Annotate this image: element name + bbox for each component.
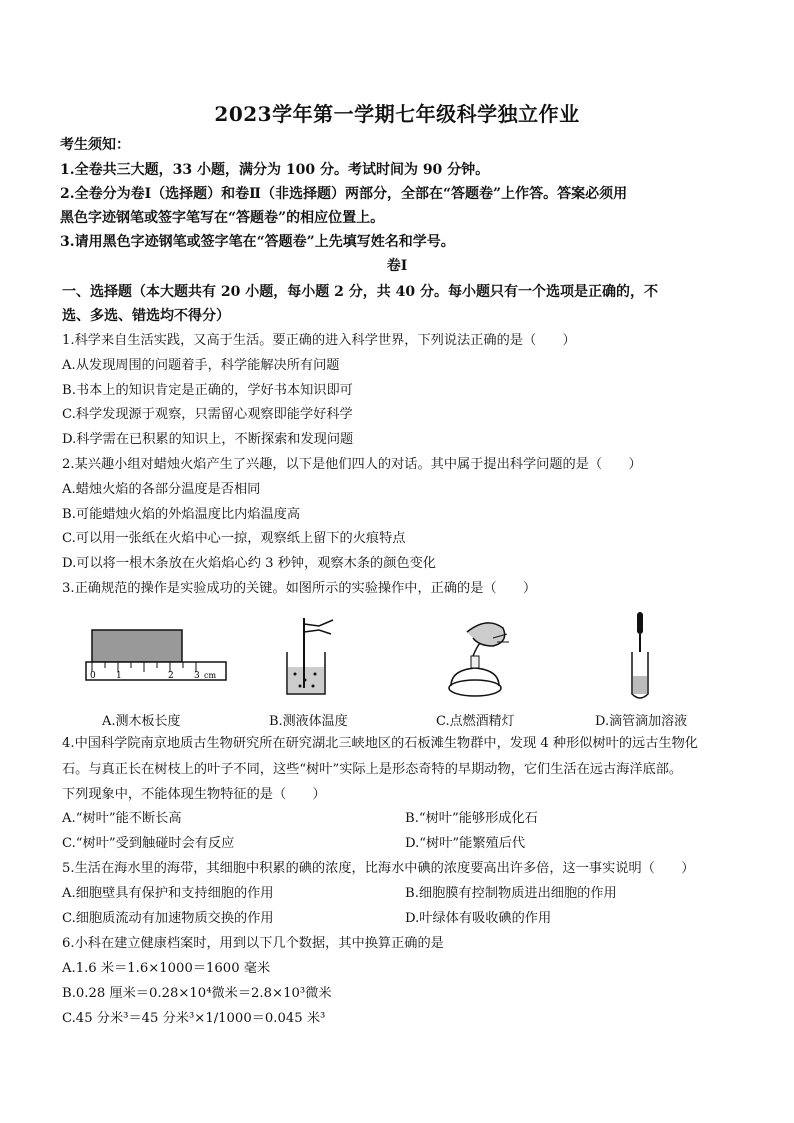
q6-stem: 6.小科在建立健康档案时，用到以下几个数据，其中换算正确的是 [62,936,444,951]
q5-option-c: C.细胞质流动有加速物质交换的作用 [62,911,274,926]
volume-heading: 卷Ⅰ [386,258,408,274]
notice-heading: 考生须知： [60,137,130,153]
section-heading: 一、选择题（本大题共有 20 小题，每小题 2 分，共 40 分。每小题只有一个选项是正确的，不 [62,284,658,300]
notice-item-3: 3.请用黑色字迹钢笔或签字笔在“答题卷”上先填写姓名和学号。 [60,234,455,250]
q5-option-a: A.细胞壁具有保护和支持细胞的作用 [62,886,274,901]
section-heading-cont: 选、多选、错选均不得分） [62,308,230,324]
q6-option-c: C.45 分米³＝45 分米³×1/1000＝0.045 米³ [62,1011,326,1026]
q2-stem: 2.某兴趣小组对蜡烛火焰产生了兴趣，以下是他们四人的对话。其中属于提出科学问题的是（ ） [62,457,642,472]
q3-caption-d: D.滴管滴加溶液 [595,714,688,729]
q3-caption-b: B.测液体温度 [269,714,348,729]
q4-option-row-1 [62,810,738,828]
q4-option-c: C.“树叶”受到触碰时会有反应 [62,836,235,851]
q4-stem-line1: 4.中国科学院南京地质古生物研究所在研究湖北三峡地区的石板滩生物群中，发现 4 种形似树叶的远古生物化 [62,736,698,751]
ruler-unit: cm [204,671,217,680]
q6-option-a: A.1.6 米＝1.6×1000＝1600 毫米 [62,961,271,976]
q3-figures [62,612,742,732]
q1-option-d: D.科学需在已积累的知识上，不断探索和发现问题 [62,432,354,447]
q5-option-b: B.细胞膜有控制物质进出细胞的作用 [405,886,617,901]
q6-option-b: B.0.28 厘米＝0.28×10⁴微米＝2.8×10³微米 [62,986,332,1001]
q2-option-a: A.蜡烛火焰的各部分温度是否相同 [62,482,261,497]
q5-option-row-2 [62,910,738,928]
ruler-figure [82,612,232,696]
ruler-tick-0: 0 [90,671,96,681]
q3-caption-c: C.点燃酒精灯 [436,714,515,729]
q5-option-d: D.叶绿体有吸收碘的作用 [405,911,552,926]
beaker-thermometer-figure [267,612,357,706]
q3-stem: 3.正确规范的操作是实验成功的关键。如图所示的实验操作中，正确的是（ ） [62,581,537,596]
q1-stem: 1.科学来自生活实践，又高于生活。要正确的进入科学世界，下列说法正确的是（ ） [62,333,576,348]
q4-option-b: B.“树叶”能够形成化石 [405,811,538,826]
q4-stem-line3: 下列现象中，不能体现生物特征的是（ ） [62,787,326,802]
q1-option-c: C.科学发现源于观察，只需留心观察即能学好科学 [62,407,353,422]
q3-caption-a: A.测木板长度 [102,714,181,729]
ruler-tick-3: 3 [194,671,200,681]
q1-option-a: A.从发现周围的问题着手，科学能解决所有问题 [62,358,340,373]
ruler-tick-1: 1 [116,671,122,681]
q4-option-d: D.“树叶”能繁殖后代 [405,836,526,851]
notice-item-1: 1.全卷共三大题，33 小题，满分为 100 分。考试时间为 90 分钟。 [60,162,490,178]
ruler-tick-2: 2 [168,671,174,681]
q1-option-b: B.书本上的知识肯定是正确的，学好书本知识即可 [62,383,353,398]
q4-stem-line2: 石。与真正长在树枝上的叶子不同，这些“树叶”实际上是形态奇特的早期动物，它们生活在远古海洋底部。 [62,762,683,777]
alcohol-lamp-figure [437,612,527,706]
q2-option-c: C.可以用一张纸在火焰中心一掠，观察纸上留下的火痕特点 [62,531,406,546]
exam-title: 2023学年第一学期七年级科学独立作业 [214,102,580,126]
q4-option-row-2 [62,835,738,853]
q5-option-row-1 [62,885,738,903]
q2-option-b: B.可能蜡烛火焰的外焰温度比内焰温度高 [62,507,301,522]
dropper-figure [622,612,662,706]
q5-stem: 5.生活在海水里的海带，其细胞中积累的碘的浓度，比海水中碘的浓度要高出许多倍，这一事实说明（ ） [62,861,695,876]
q2-option-d: D.可以将一根木条放在火焰焰心约 3 秒钟，观察木条的颜色变化 [62,556,436,571]
notice-item-2: 2.全卷分为卷Ⅰ（选择题）和卷Ⅱ（非选择题）两部分，全部在“答题卷”上作答。答案必须用 [60,186,628,202]
notice-item-2-cont: 黑色字迹钢笔或签字笔写在“答题卷”的相应位置上。 [60,210,385,226]
q4-option-a: A.“树叶”能不断长高 [62,811,182,826]
